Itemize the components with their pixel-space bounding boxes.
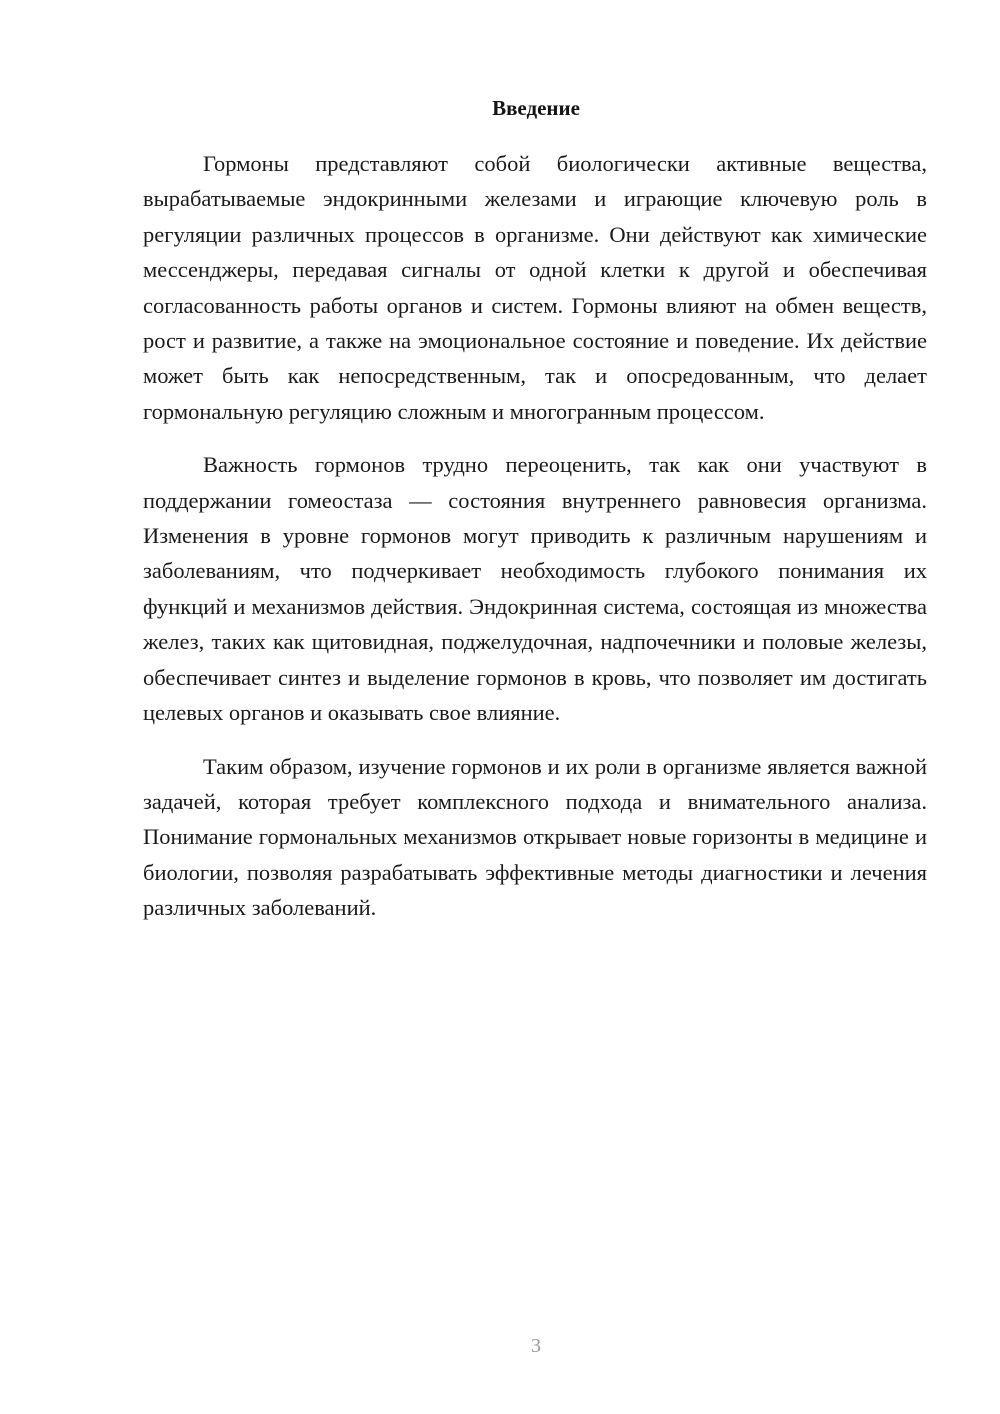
section-heading: Введение [492,96,580,120]
paragraph-1: Гормоны представляют собой биологически активные вещества, вырабатываемые эндокринными железами и играющие ключевую роль в регуляции различных процессов в организме. Они действуют как химические мессенджеры, передавая сигналы от одной клетки к другой и обеспечивая согласованность работы органов и систем. Гормоны влияют на обмен веществ, рост и развитие, а также на эмоциональное состояние и поведение. Их действие может быть как непосредственным, так и опосредованным, что делает гормональную регуляцию сложным и многогранным процессом. [143,151,927,424]
paragraph-2: Важность гормонов трудно переоценить, так как они участвуют в поддержании гомеостаза — состояния внутреннего равновесия организма. Изменения в уровне гормонов могут приводить к различным нарушениям и заболеваниям, что подчеркивает необходимость глубокого понимания их функций и механизмов действия. Эндокринная система, состоящая из множества желез, таких как щитовидная, поджелудочная, надпочечники и половые железы, обеспечивает синтез и выделение гормонов в кровь, что позволяет им достигать целевых органов и оказывать свое влияние. [143,452,927,726]
body-text [143,146,927,944]
page-number: 3 [531,1335,541,1357]
paragraph-3: Таким образом, изучение гормонов и их роли в организме является важной задачей, которая требует комплексного подхода и внимательного анализа. Понимание гормональных механизмов открывает новые горизонты в медицине и биологии, позволяя разрабатывать эффективные методы диагностики и лечения различных заболеваний. [143,753,927,921]
